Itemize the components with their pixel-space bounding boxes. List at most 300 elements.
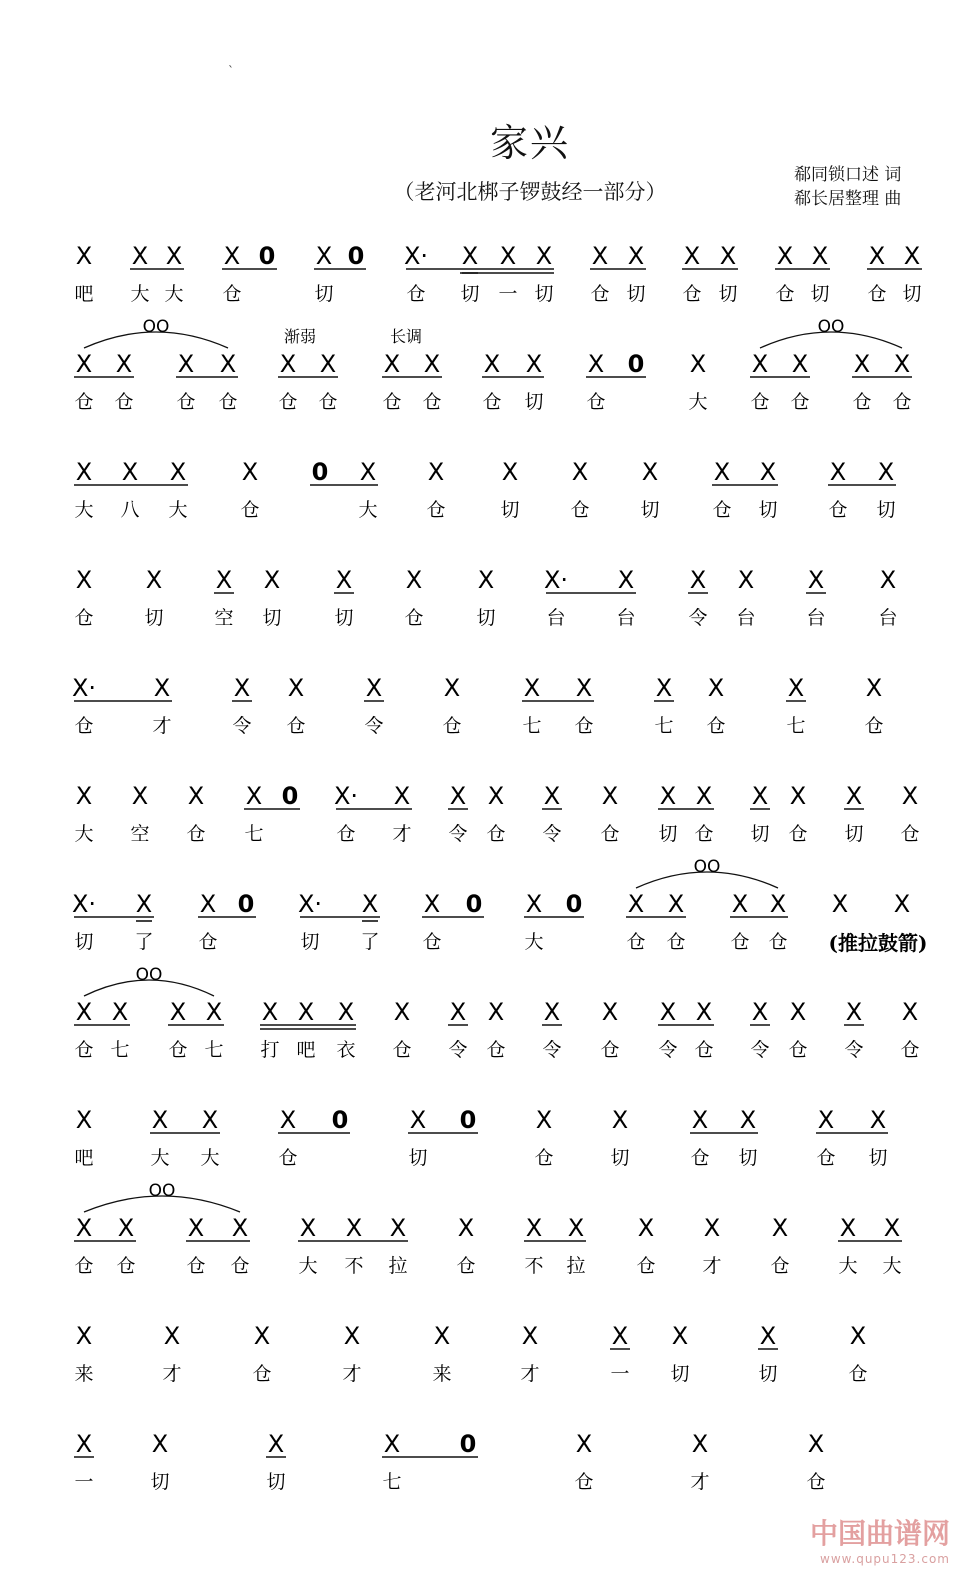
- beat-note: X: [817, 1106, 835, 1134]
- beat-note: X: [279, 1106, 297, 1134]
- lyric-syllable: 仓: [422, 931, 442, 953]
- lyric-syllable: 仓: [482, 391, 502, 413]
- beat-note: X: [883, 1214, 901, 1242]
- beat-note: X: [689, 350, 707, 378]
- beat-note: X: [587, 350, 605, 378]
- lyric-syllable: 切: [266, 1471, 286, 1493]
- beat-note: X: [151, 1106, 169, 1134]
- lyric-syllable: 仓: [442, 715, 462, 737]
- beat-note: X: [637, 1214, 655, 1242]
- beat-note: X: [245, 782, 263, 810]
- beat-note: X: [279, 350, 297, 378]
- lyric-syllable: 大: [164, 283, 184, 305]
- lyric-syllable: 八: [120, 499, 140, 521]
- lyric-syllable: 令: [364, 715, 384, 737]
- lyric-syllable: 仓: [806, 1471, 826, 1493]
- lyric-syllable: 大: [168, 499, 188, 521]
- lyric-syllable: 仓: [74, 1039, 94, 1061]
- lyric-syllable: 切: [476, 607, 496, 629]
- lyric-syllable: 仓: [382, 391, 402, 413]
- lyric-syllable: 仓: [626, 931, 646, 953]
- beat-note: X: [691, 1430, 709, 1458]
- beat-note: X: [525, 1214, 543, 1242]
- lyric-syllable: 了: [134, 931, 154, 953]
- beat-note: X: [501, 458, 519, 486]
- beat-note: X: [535, 1106, 553, 1134]
- lyric-syllable: 切: [640, 499, 660, 521]
- beat-note: X: [521, 1322, 539, 1350]
- lyric-syllable: 大: [838, 1255, 858, 1277]
- lyric-syllable: 切: [460, 283, 480, 305]
- lyric-syllable: 一: [610, 1363, 630, 1385]
- piece-title: 家兴: [489, 121, 570, 165]
- lyric-syllable: 切: [314, 283, 334, 305]
- lyric-syllable: 切: [610, 1147, 630, 1169]
- lyric-syllable: 大: [688, 391, 708, 413]
- lyric-syllable: 七: [244, 823, 264, 845]
- beat-note: X: [487, 998, 505, 1026]
- lyric-syllable: 仓: [240, 499, 260, 521]
- beat-note: X: [787, 674, 805, 702]
- lyric-syllable: 不: [344, 1255, 364, 1277]
- lyric-syllable: 仓: [318, 391, 338, 413]
- lyric-syllable: 切: [758, 499, 778, 521]
- beat-note: X: [199, 890, 217, 918]
- lyric-syllable: 大: [524, 931, 544, 953]
- beat-note: X: [591, 242, 609, 270]
- beat-note: X: [75, 1106, 93, 1134]
- beat-note: X: [776, 242, 794, 270]
- beat-note: X: [383, 350, 401, 378]
- beat-note: X: [241, 458, 259, 486]
- beat-note: X: [771, 1214, 789, 1242]
- lyric-syllable: 仓: [706, 715, 726, 737]
- lyric-syllable: 仓: [278, 1147, 298, 1169]
- lyric-syllable: 仓: [848, 1363, 868, 1385]
- lyric-syllable: 大: [130, 283, 150, 305]
- beat-note: X: [361, 890, 379, 918]
- beat-note: X: [751, 350, 769, 378]
- lyric-syllable: 令: [658, 1039, 678, 1061]
- lyric-syllable: 切: [74, 931, 94, 953]
- beat-note: X: [543, 998, 561, 1026]
- lyric-syllable: 仓: [74, 607, 94, 629]
- lyric-syllable: 切: [626, 283, 646, 305]
- beat-note: X: [75, 1430, 93, 1458]
- beat-note: X: [789, 782, 807, 810]
- lyric-syllable: 不: [524, 1255, 544, 1277]
- lyric-syllable: 七: [522, 715, 542, 737]
- beat-note: X: [449, 998, 467, 1026]
- beat-note: X: [111, 998, 129, 1026]
- beat-note: X: [187, 782, 205, 810]
- beat-note: X: [335, 566, 353, 594]
- beat-note: X: [389, 1214, 407, 1242]
- lyric-syllable: 切: [524, 391, 544, 413]
- lyric-syllable: 切: [500, 499, 520, 521]
- beat-note: X: [849, 1322, 867, 1350]
- lyric-syllable: 仓: [816, 1147, 836, 1169]
- lyric-syllable: 令: [688, 607, 708, 629]
- lyric-syllable: 仓: [218, 391, 238, 413]
- lyric-syllable: 空: [214, 607, 234, 629]
- lyric-syllable: 大: [150, 1147, 170, 1169]
- lyric-syllable: 吧: [74, 283, 94, 305]
- beat-note: X: [409, 1106, 427, 1134]
- beat-note: X: [535, 242, 553, 270]
- beat-note: X: [865, 674, 883, 702]
- beat-note: X: [233, 674, 251, 702]
- beat-note: X: [299, 1214, 317, 1242]
- lyric-syllable: 仓: [486, 1039, 506, 1061]
- lyric-syllable: 仓: [486, 823, 506, 845]
- rest-note: 0: [459, 1106, 477, 1134]
- beat-note: X: [345, 1214, 363, 1242]
- beat-note: X: [611, 1106, 629, 1134]
- lyric-syllable: 仓: [590, 283, 610, 305]
- lyric-syllable: 大: [298, 1255, 318, 1277]
- lyric-syllable: 仓: [116, 1255, 136, 1277]
- beat-note: X: [737, 566, 755, 594]
- beat-note: X: [383, 1430, 401, 1458]
- lyric-syllable: 仓: [694, 1039, 714, 1061]
- lyric-syllable: 切: [534, 283, 554, 305]
- rest-note: 0: [347, 242, 365, 270]
- lyric-syllable: 七: [204, 1039, 224, 1061]
- beat-note: X: [845, 782, 863, 810]
- lyric-syllable: 仓: [867, 283, 887, 305]
- lyric-syllable: 吧: [296, 1039, 316, 1061]
- lyric-syllable: 仓: [278, 391, 298, 413]
- beat-note: X: [901, 998, 919, 1026]
- beat-note: X: [903, 242, 921, 270]
- lyric-syllable: 仓: [852, 391, 872, 413]
- beat-note: X: [205, 998, 223, 1026]
- beat-note: X: [601, 782, 619, 810]
- lyric-syllable: 切: [408, 1147, 428, 1169]
- lyric-syllable: 来: [74, 1363, 94, 1385]
- lyric-syllable: 一: [74, 1471, 94, 1493]
- beat-note: X: [707, 674, 725, 702]
- lyric-syllable: 切: [144, 607, 164, 629]
- lyric-syllable: 仓: [770, 1255, 790, 1277]
- lyric-syllable: 大: [358, 499, 378, 521]
- repeat-mark: OO: [817, 317, 845, 337]
- beat-note: X: [365, 674, 383, 702]
- lyric-syllable: 仓: [864, 715, 884, 737]
- beat-note: X: [253, 1322, 271, 1350]
- beat-note: X·: [71, 890, 97, 918]
- beat-note: X: [853, 350, 871, 378]
- lyric-syllable: 令: [844, 1039, 864, 1061]
- beat-note: X: [427, 458, 445, 486]
- beat-note: X: [75, 350, 93, 378]
- beat-note: X: [571, 458, 589, 486]
- beat-note: X: [319, 350, 337, 378]
- beat-note: X: [433, 1322, 451, 1350]
- rest-note: 0: [465, 890, 483, 918]
- beat-note: X: [75, 242, 93, 270]
- beat-note: X: [359, 458, 377, 486]
- lyric-syllable: 仓: [586, 391, 606, 413]
- rest-note: 0: [627, 350, 645, 378]
- beat-note: X: [131, 782, 149, 810]
- beat-note: X: [215, 566, 233, 594]
- beat-note: X: [691, 1106, 709, 1134]
- lyric-syllable: 空: [130, 823, 150, 845]
- lyric-syllable: 仓: [176, 391, 196, 413]
- beat-note: X: [659, 998, 677, 1026]
- rest-note: 0: [281, 782, 299, 810]
- beat-note: X: [901, 782, 919, 810]
- lyric-syllable: 台: [616, 607, 636, 629]
- lyric-syllable: 仓: [252, 1363, 272, 1385]
- repeat-mark: OO: [142, 317, 170, 337]
- lyric-syllable: 切: [150, 1471, 170, 1493]
- beat-note: X: [703, 1214, 721, 1242]
- lyric-syllable: 仓: [730, 931, 750, 953]
- beat-note: X: [315, 242, 333, 270]
- lyric-syllable: 仓: [286, 715, 306, 737]
- lyric-syllable: 仓: [336, 823, 356, 845]
- beat-note: X: [525, 890, 543, 918]
- beat-note: X: [689, 566, 707, 594]
- beat-note: X: [477, 566, 495, 594]
- beat-note: X: [115, 350, 133, 378]
- beat-note: X: [343, 1322, 361, 1350]
- beat-note: X: [187, 1214, 205, 1242]
- lyric-syllable: 切: [300, 931, 320, 953]
- beat-note: X: [879, 566, 897, 594]
- beat-note: X: [443, 674, 461, 702]
- beat-note: X: [449, 782, 467, 810]
- lyric-syllable: 仓: [186, 1255, 206, 1277]
- beat-note: X: [423, 350, 441, 378]
- beat-note: X: [627, 242, 645, 270]
- beat-note: X: [163, 1322, 181, 1350]
- lyric-syllable: 切: [758, 1363, 778, 1385]
- lyric-syllable: 切: [750, 823, 770, 845]
- lyric-syllable: 仓: [788, 1039, 808, 1061]
- lyric-syllable: 仓: [168, 1039, 188, 1061]
- lyric-syllable: 台: [806, 607, 826, 629]
- beat-note: X: [659, 782, 677, 810]
- beat-note: X: [165, 242, 183, 270]
- beat-note: X: [153, 674, 171, 702]
- stray-mark: `: [228, 64, 234, 78]
- beat-note: X: [751, 782, 769, 810]
- beat-note: X: [839, 1214, 857, 1242]
- beat-note: X: [893, 890, 911, 918]
- beat-note: X: [807, 566, 825, 594]
- lyric-syllable: 台: [546, 607, 566, 629]
- rest-note: 0: [331, 1106, 349, 1134]
- beat-note: X: [893, 350, 911, 378]
- beat-note: X: [337, 998, 355, 1026]
- lyric-credit: 郗同锁口述 词: [794, 165, 902, 185]
- lyric-syllable: 仓: [600, 823, 620, 845]
- lyric-syllable: 仓: [900, 1039, 920, 1061]
- beat-note: X: [759, 458, 777, 486]
- lyric-syllable: 仓: [230, 1255, 250, 1277]
- repeat-mark: OO: [148, 1181, 176, 1201]
- lyric-syllable: 仓: [186, 823, 206, 845]
- lyric-syllable: 切: [334, 607, 354, 629]
- lyric-syllable: 仓: [790, 391, 810, 413]
- watermark: [810, 1512, 950, 1566]
- lyric-syllable: 仓: [666, 931, 686, 953]
- lyric-syllable: 拉: [388, 1255, 408, 1277]
- lyric-syllable: 仓: [636, 1255, 656, 1277]
- beat-note: X·: [333, 782, 359, 810]
- beat-note: X: [261, 998, 279, 1026]
- beat-note: X: [845, 998, 863, 1026]
- beat-note: X: [393, 782, 411, 810]
- lyric-syllable: 仓: [900, 823, 920, 845]
- beat-note: X: [641, 458, 659, 486]
- beat-note: X: [543, 782, 561, 810]
- lyric-syllable: 仓: [422, 391, 442, 413]
- piece-subtitle: （老河北梆子锣鼓经一部分）: [393, 180, 667, 204]
- lyric-syllable: 衣: [336, 1039, 356, 1061]
- beat-note: X: [719, 242, 737, 270]
- beat-note: X: [695, 998, 713, 1026]
- beat-note: X: [263, 566, 281, 594]
- beat-note: X: [831, 890, 849, 918]
- lyric-syllable: 才: [702, 1255, 722, 1277]
- lyric-syllable: 令: [542, 1039, 562, 1061]
- lyric-syllable: 仓: [788, 823, 808, 845]
- lyric-syllable: 仓: [114, 391, 134, 413]
- beat-note: X: [671, 1322, 689, 1350]
- lyric-syllable: 才: [392, 823, 412, 845]
- lyric-syllable: 仓: [534, 1147, 554, 1169]
- watermark-brand: 中国曲谱网: [809, 1517, 950, 1550]
- beat-note: X: [877, 458, 895, 486]
- music-credit: 郗长居整理 曲: [794, 189, 902, 209]
- lyric-syllable: 台: [736, 607, 756, 629]
- lyric-syllable: 切: [876, 499, 896, 521]
- lyric-syllable: 大: [74, 823, 94, 845]
- beat-note: X·: [297, 890, 323, 918]
- lyric-syllable: 令: [448, 1039, 468, 1061]
- beat-note: X: [655, 674, 673, 702]
- rest-note: 0: [565, 890, 583, 918]
- beat-note: X: [117, 1214, 135, 1242]
- beat-note: X: [267, 1430, 285, 1458]
- lyric-syllable: 拉: [566, 1255, 586, 1277]
- beat-note: X: [807, 1430, 825, 1458]
- watermark-url: www.qupu123.com: [820, 1552, 950, 1566]
- lyric-syllable: 仓: [694, 823, 714, 845]
- lyric-syllable: 仓: [750, 391, 770, 413]
- lyric-syllable: 七: [382, 1471, 402, 1493]
- lyric-syllable: 仓: [198, 931, 218, 953]
- lyric-syllable: 才: [690, 1471, 710, 1493]
- lyric-syllable: 切: [868, 1147, 888, 1169]
- beat-note: X: [789, 998, 807, 1026]
- lyric-syllable: 来: [432, 1363, 452, 1385]
- lyric-syllable: 七: [654, 715, 674, 737]
- lyric-syllable: 令: [232, 715, 252, 737]
- beat-note: X: [731, 890, 749, 918]
- beat-note: X: [759, 1322, 777, 1350]
- lyric-syllable: 切: [844, 823, 864, 845]
- repeat-mark: OO: [135, 965, 163, 985]
- lyric-syllable: 大: [882, 1255, 902, 1277]
- expression-mark: 渐弱: [283, 327, 317, 346]
- rest-note: 0: [237, 890, 255, 918]
- lyric-syllable: 切: [670, 1363, 690, 1385]
- beat-note: X: [75, 782, 93, 810]
- lyric-syllable: 仓: [690, 1147, 710, 1169]
- beat-note: X: [135, 890, 153, 918]
- lyric-syllable: 台: [878, 607, 898, 629]
- lyric-syllable: 仓: [570, 499, 590, 521]
- expression-mark: 长调: [389, 327, 423, 346]
- beat-note: X: [575, 1430, 593, 1458]
- lyric-syllable: 一: [498, 283, 518, 305]
- lyric-syllable: 切: [902, 283, 922, 305]
- beat-note: X: [297, 998, 315, 1026]
- beat-note: X: [457, 1214, 475, 1242]
- lyric-syllable: 七: [110, 1039, 130, 1061]
- beat-note: X: [627, 890, 645, 918]
- beat-note: X: [791, 350, 809, 378]
- beat-note: X: [169, 998, 187, 1026]
- lyric-syllable: 仓: [892, 391, 912, 413]
- lyric-syllable: 切: [738, 1147, 758, 1169]
- beat-note: X: [483, 350, 501, 378]
- lyric-syllable: 仓: [828, 499, 848, 521]
- lyric-syllable: 才: [152, 715, 172, 737]
- beat-note: X: [499, 242, 517, 270]
- lyric-syllable: 大: [74, 499, 94, 521]
- lyric-syllable: 了: [360, 931, 380, 953]
- beat-note: X: [131, 242, 149, 270]
- lyric-syllable: 仓: [768, 931, 788, 953]
- beat-note: X: [487, 782, 505, 810]
- beat-note: X: [145, 566, 163, 594]
- repeat-mark: OO: [693, 857, 721, 877]
- beat-note: X: [617, 566, 635, 594]
- beat-note: X: [739, 1106, 757, 1134]
- beat-note: X: [868, 242, 886, 270]
- beat-note: X: [461, 242, 479, 270]
- beat-note: X: [177, 350, 195, 378]
- beat-note: X: [393, 998, 411, 1026]
- beat-note: X: [287, 674, 305, 702]
- lyric-syllable: 才: [520, 1363, 540, 1385]
- lyric-syllable: 仓: [574, 715, 594, 737]
- lyric-syllable: 令: [448, 823, 468, 845]
- beat-note: X: [75, 458, 93, 486]
- beat-note: X: [201, 1106, 219, 1134]
- rest-note: 0: [459, 1430, 477, 1458]
- beat-note: X: [525, 350, 543, 378]
- beat-note: X: [223, 242, 241, 270]
- beat-note: X: [75, 566, 93, 594]
- lyric-syllable: 仓: [406, 283, 426, 305]
- beat-note: X: [231, 1214, 249, 1242]
- lyric-syllable: 令: [750, 1039, 770, 1061]
- beat-note: X·: [403, 242, 429, 270]
- beat-note: X: [405, 566, 423, 594]
- beat-note: X: [75, 1322, 93, 1350]
- lyric-syllable: 仓: [456, 1255, 476, 1277]
- beat-note: X: [219, 350, 237, 378]
- beat-note: X: [829, 458, 847, 486]
